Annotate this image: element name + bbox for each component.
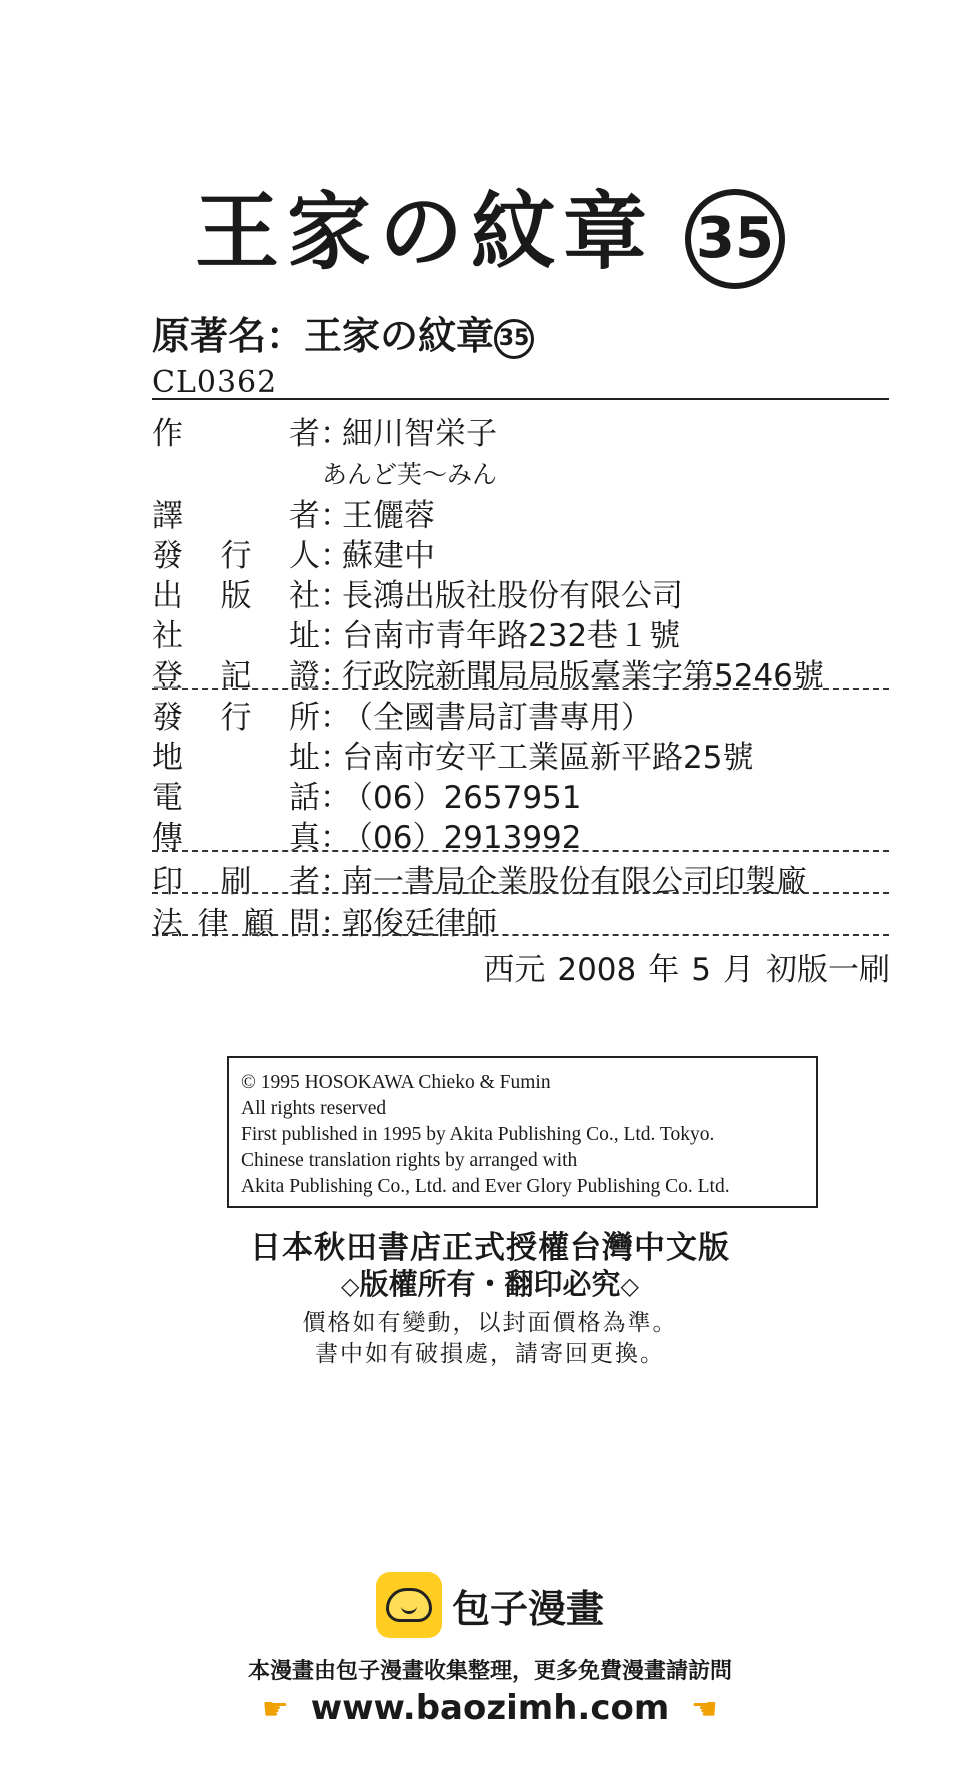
credit-value: （全國書局訂書專用）: [342, 700, 652, 736]
credit-label: 法律顧問: [152, 906, 320, 942]
original-title-text: 王家の紋章: [304, 314, 495, 358]
credit-row-phone: [152, 772, 582, 816]
rights-line: [0, 1262, 980, 1303]
credit-value: 長鴻出版社股份有限公司: [342, 578, 683, 614]
credit-value: 台南市青年路232巷１號: [342, 618, 681, 654]
credit-value: 行政院新聞局局版臺業字第5246號: [342, 658, 824, 694]
edition-era: 西元: [483, 952, 546, 988]
site-url-link[interactable]: [0, 1688, 980, 1728]
divider: [152, 398, 889, 400]
credit-value: 王儷蓉: [342, 498, 435, 534]
credit-row-distributor: [152, 692, 652, 736]
rights-text: 版權所有・翻印必究: [359, 1267, 621, 1301]
credit-label: 作者: [152, 416, 320, 452]
original-volume-badge: 35: [494, 319, 534, 359]
colon: ：: [320, 578, 351, 614]
catalog-code: CL0362: [152, 365, 278, 400]
divider: [152, 934, 889, 936]
diamond-icon: ◇: [620, 1272, 639, 1300]
credit-label: 印刷者: [152, 864, 320, 900]
credit-label: 譯者: [152, 498, 320, 534]
divider: [152, 850, 889, 852]
credit-row-legal: [152, 898, 497, 942]
credit-row-author: [152, 408, 497, 452]
copyright-box: [227, 1056, 818, 1208]
credit-row-fax: [152, 812, 582, 856]
credit-row-translator: [152, 490, 435, 534]
colon: ：: [320, 538, 351, 574]
edition-date: [471, 944, 890, 989]
credit-row-registration: [152, 650, 824, 694]
credit-row-office-address: [152, 610, 681, 654]
edition-print: 初版一刷: [766, 952, 890, 988]
credit-value: （06）2657951: [342, 780, 582, 816]
credit-row-address: [152, 732, 754, 776]
pointing-hand-icon: ☛: [261, 1692, 289, 1727]
colon: ：: [320, 740, 351, 776]
credit-label: 出版社: [152, 578, 320, 614]
credit-value: 細川智栄子: [342, 416, 497, 452]
credit-label: 登記證: [152, 658, 320, 694]
credit-row-publisher: [152, 570, 683, 614]
site-logo[interactable]: [0, 1572, 980, 1640]
colon: ：: [320, 780, 351, 816]
damage-notice: 書中如有破損處，請寄回更換。: [315, 1341, 665, 1367]
credit-row-publisher-person: [152, 530, 435, 574]
colon: ：: [320, 658, 351, 694]
credit-value: 郭俊廷律師: [342, 906, 497, 942]
edition-month: 5: [691, 952, 711, 988]
promo-text: 本漫畫由包子漫畫收集整理，更多免費漫畫請訪問: [247, 1659, 732, 1684]
colon: ：: [320, 906, 351, 942]
divider: [152, 688, 889, 690]
book-title: [0, 165, 980, 289]
copyright-line: First published in 1995 by Akita Publishing Co., Ltd. Tokyo.: [241, 1124, 715, 1145]
credit-value: 蘇建中: [342, 538, 435, 574]
credit-value: 台南市安平工業區新平路25號: [342, 740, 754, 776]
credit-label: 發行人: [152, 538, 320, 574]
colon: ：: [320, 820, 351, 856]
credit-row-printer: [152, 856, 807, 900]
colon: ：: [320, 864, 351, 900]
colon: ：: [320, 618, 351, 654]
copyright-line: Chinese translation rights by arranged with: [241, 1150, 578, 1171]
copyright-line: © 1995 HOSOKAWA Chieko & Fumin: [241, 1072, 551, 1093]
bun-logo-icon: [376, 1572, 442, 1638]
credit-label: 地址: [152, 740, 320, 776]
credit-label: 電話: [152, 780, 320, 816]
copyright-line: Akita Publishing Co., Ltd. and Ever Glory Publishing Co. Ltd.: [241, 1176, 730, 1197]
colon: ：: [320, 416, 351, 452]
diamond-icon: ◇: [341, 1272, 360, 1300]
credit-label: 傳真: [152, 820, 320, 856]
coauthor: あんど芙〜みん: [322, 460, 498, 489]
site-url-text: www.baozimh.com: [310, 1688, 670, 1728]
book-title-text: 王家の紋章: [194, 182, 655, 281]
credit-label: 社址: [152, 618, 320, 654]
divider: [152, 892, 889, 894]
authorization-line: 日本秋田書店正式授權台灣中文版: [250, 1230, 730, 1266]
colon: ：: [320, 700, 351, 736]
edition-year-unit: 年: [648, 952, 680, 988]
credit-label: 發行所: [152, 700, 320, 736]
pointing-hand-icon: ☛: [691, 1692, 719, 1727]
edition-month-unit: 月: [723, 952, 754, 988]
price-notice: 價格如有變動，以封面價格為準。: [302, 1310, 678, 1336]
credit-value: （06）2913992: [342, 820, 582, 856]
edition-year: 2008: [557, 952, 637, 988]
credit-value: 南一書局企業股份有限公司印製廠: [342, 864, 807, 900]
original-title: [152, 305, 534, 360]
volume-badge: 35: [685, 189, 785, 289]
original-title-label: 原著名：: [152, 314, 305, 358]
colon: ：: [320, 498, 351, 534]
copyright-line: All rights reserved: [241, 1098, 387, 1119]
site-logo-text: 包子漫畫: [451, 1586, 604, 1631]
